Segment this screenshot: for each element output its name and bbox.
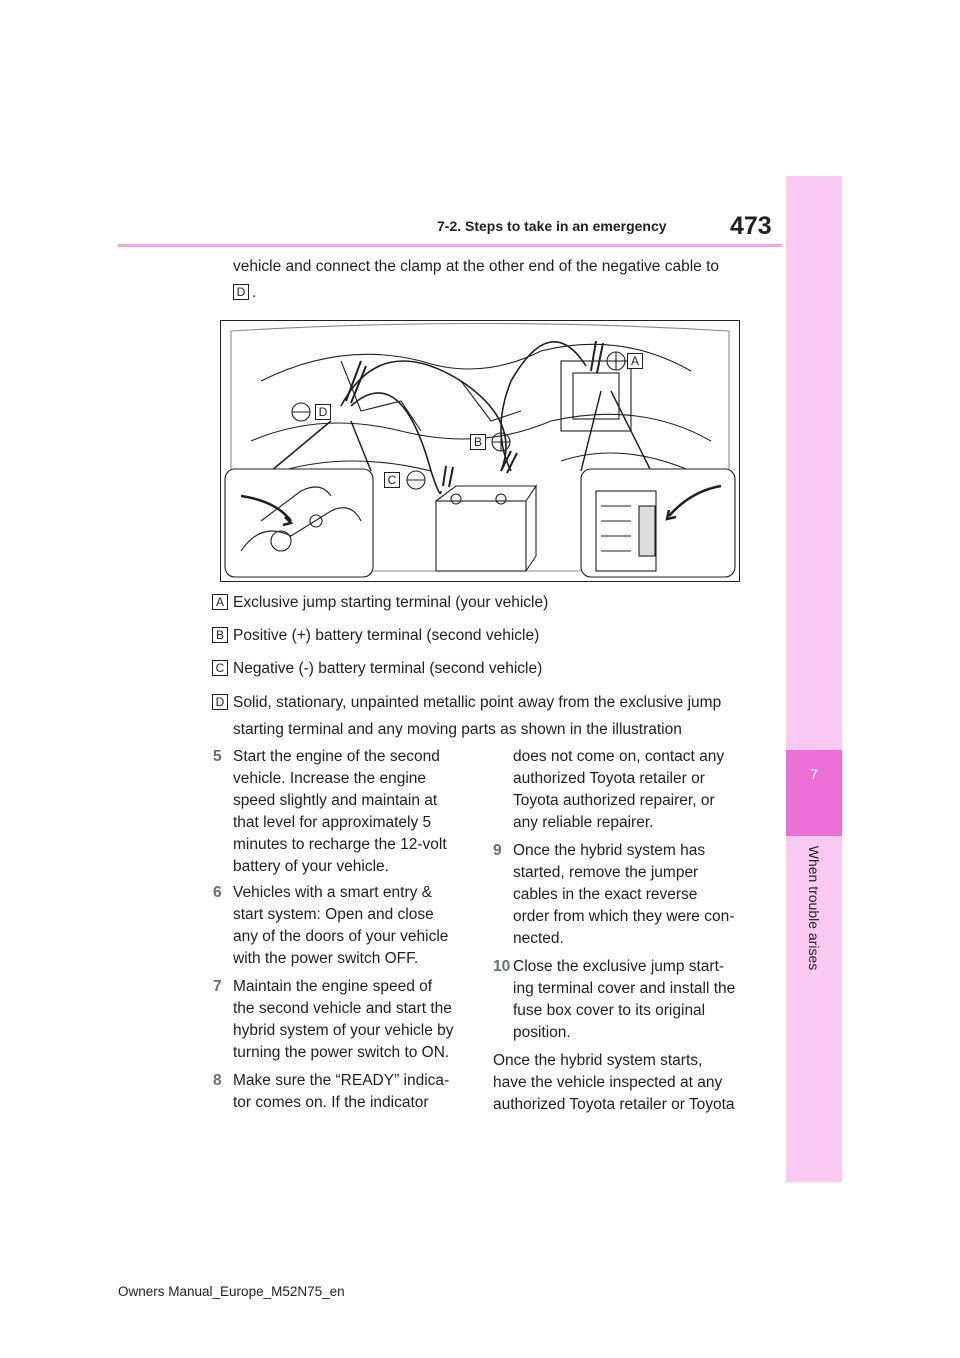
step-number: 9	[493, 842, 502, 859]
legend-label-d: D	[212, 694, 228, 710]
step-number: 10	[493, 958, 511, 975]
step-10-text	[513, 956, 735, 1044]
text-line: with the power switch OFF.	[233, 950, 419, 967]
step-7-text	[233, 976, 454, 1064]
step-5-text	[233, 746, 447, 878]
legend-text-c: Negative (-) battery terminal (second vehicle)	[233, 660, 543, 677]
footer-text: Owners Manual_Europe_M52N75_en	[118, 1284, 345, 1299]
text-line: any of the doors of your vehicle	[233, 928, 449, 945]
callout-b: B	[470, 434, 486, 450]
text-line: vehicle. Increase the engine	[233, 770, 427, 787]
text-line: that level for approximately 5	[233, 814, 432, 831]
text-line: Toyota authorized repairer, or	[513, 792, 715, 809]
text-line: have the vehicle inspected at any	[493, 1074, 723, 1091]
closing-paragraph	[493, 1050, 735, 1116]
step-number: 7	[213, 978, 222, 995]
text-line: start system: Open and close	[233, 906, 434, 923]
label-d-inline: D	[233, 284, 249, 300]
callout-c: C	[384, 472, 400, 488]
legend-label-c: C	[212, 660, 228, 676]
text-line: any reliable repairer.	[513, 814, 654, 831]
side-tab-upper	[786, 176, 842, 750]
legend-text-d-cont: starting terminal and any moving parts as shown in the illustration	[233, 721, 682, 738]
text-line: battery of your vehicle.	[233, 858, 389, 875]
step-9-text	[513, 840, 734, 950]
text-line: Once the hybrid system has	[513, 842, 706, 859]
text-line: hybrid system of your vehicle by	[233, 1022, 454, 1039]
text-line: turning the power switch to ON.	[233, 1044, 450, 1061]
text-line: position.	[513, 1024, 571, 1041]
step-number: 8	[213, 1072, 222, 1089]
text-line: fuse box cover to its original	[513, 1002, 706, 1019]
text-line: authorized Toyota retailer or	[513, 770, 705, 787]
text-line: Close the exclusive jump start-	[513, 958, 725, 975]
step-number: 6	[213, 884, 222, 901]
chapter-name: When trouble arises	[806, 845, 822, 971]
text-line: minutes to recharge the 12-volt	[233, 836, 447, 853]
text-line: speed slightly and maintain at	[233, 792, 438, 809]
text-line: ing terminal cover and install the	[513, 980, 736, 997]
callout-d: D	[315, 404, 331, 420]
header-rule	[118, 244, 782, 247]
text-line: Once the hybrid system starts,	[493, 1052, 703, 1069]
text-line: Maintain the engine speed of	[233, 978, 433, 995]
text-line: does not come on, contact any	[513, 748, 725, 765]
text-line: nected.	[513, 930, 564, 947]
step-8-text	[233, 1070, 449, 1114]
text-line: Vehicles with a smart entry &	[233, 884, 432, 901]
text-line: Make sure the “READY” indica-	[233, 1072, 450, 1089]
callout-a: A	[627, 353, 643, 369]
text-line: started, remove the jumper	[513, 864, 699, 881]
step-8-continuation	[513, 746, 724, 834]
step-6-text	[233, 882, 448, 970]
text-line: cables in the exact reverse	[513, 886, 698, 903]
legend-text-a: Exclusive jump starting terminal (your vehicle)	[233, 594, 549, 611]
intro-period: .	[252, 284, 257, 301]
engine-bay-illustration	[220, 320, 740, 582]
text-line: tor comes on. If the indicator	[233, 1094, 429, 1111]
legend-text-d: Solid, stationary, unpainted metallic point away from the exclusive jump	[233, 694, 722, 711]
legend-label-a: A	[212, 594, 228, 610]
illustration-drawing	[221, 321, 739, 581]
intro-text: vehicle and connect the clamp at the other end of the negative cable to	[233, 258, 719, 275]
legend-text-b: Positive (+) battery terminal (second vehicle)	[233, 627, 540, 644]
step-number: 5	[213, 748, 222, 765]
text-line: order from which they were con-	[513, 908, 735, 925]
chapter-tab[interactable]	[786, 750, 842, 836]
legend-label-b: B	[212, 627, 228, 643]
page-number: 473	[730, 212, 772, 240]
text-line: Start the engine of the second	[233, 748, 440, 765]
section-title: 7-2. Steps to take in an emergency	[437, 218, 667, 234]
text-line: the second vehicle and start the	[233, 1000, 452, 1017]
chapter-number: 7	[810, 766, 818, 782]
text-line: authorized Toyota retailer or Toyota	[493, 1096, 735, 1113]
